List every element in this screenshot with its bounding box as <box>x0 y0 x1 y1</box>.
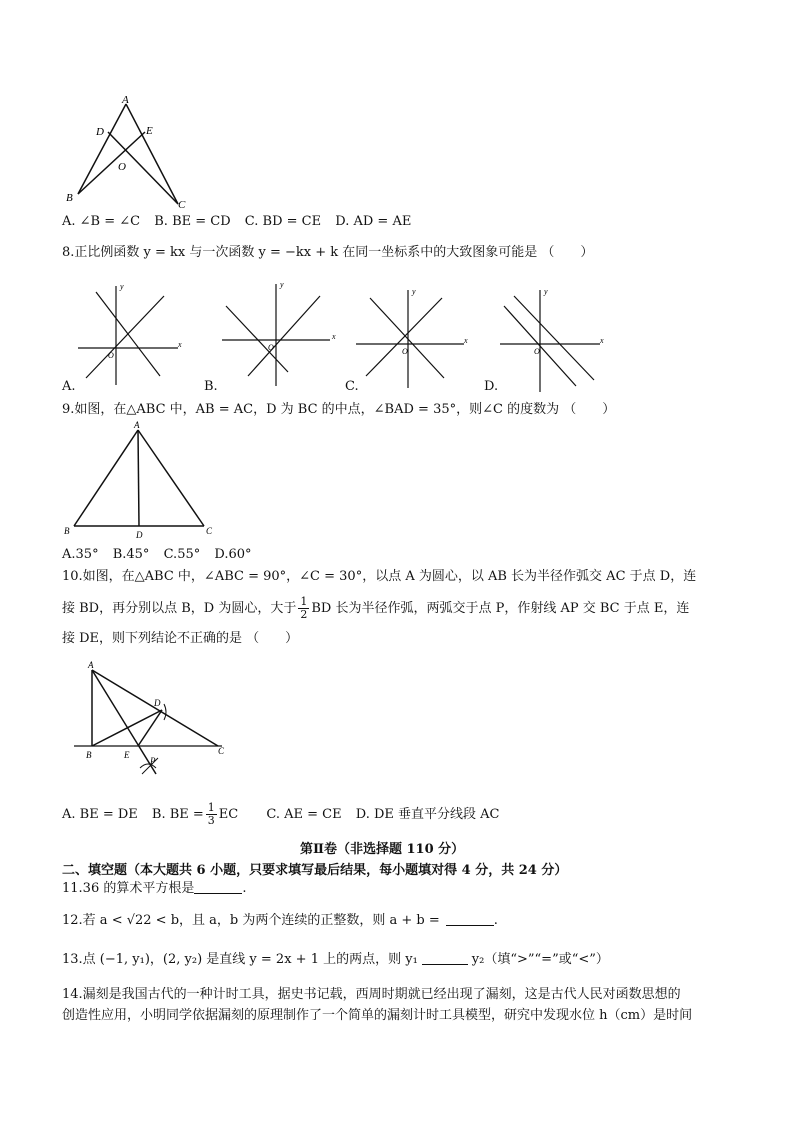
q12-text: 12.若 a < √22 < b，且 a，b 为两个连续的正整数，则 a + b = <box>62 913 440 928</box>
q9-label-b: B <box>64 526 70 536</box>
q10-label-b: B <box>86 750 92 760</box>
q8-graph-b-label: B. <box>204 379 218 394</box>
q7-options <box>62 212 421 232</box>
q7-label-b: B <box>66 192 73 204</box>
q8b-y-label: y <box>280 280 284 289</box>
q7-option-d: D. AD = AE <box>335 214 412 229</box>
q14-line1: 14.漏刻是我国古代的一种计时工具，据史书记载，西周时期就已经出现了漏刻，这是古代人民对函数思想的 <box>62 987 681 1002</box>
q13 <box>62 950 609 970</box>
q8d-origin: O <box>534 347 540 356</box>
q8d-x-label: x <box>600 336 604 345</box>
q9-stem: 9.如图，在△ABC 中，AB = AC，D 为 BC 的中点，∠BAD = 35°，则∠C 的度数为 （ ） <box>62 402 616 417</box>
q11 <box>62 879 247 899</box>
q8a-origin: O <box>108 351 114 360</box>
part2-title: 第Ⅱ卷（非选择题 110 分） <box>300 842 465 857</box>
q10-option-c: C. AE = CE <box>266 807 342 822</box>
q10-fraction-third <box>206 802 217 827</box>
q8c-x-label: x <box>464 336 468 345</box>
q10-fraction-half <box>298 596 309 621</box>
q14-line2: 创造性应用，小明同学依据漏刻的原理制作了一个简单的漏刻计时工具模型，研究中发现水位 h（cm）是时间 <box>62 1008 693 1023</box>
q8b-x-label: x <box>332 332 336 341</box>
q9-label-d: D <box>136 530 143 540</box>
q8a-y-label: y <box>120 282 124 291</box>
q10-line2-part-b: BD 长为半径作弧，两弧交于点 P，作射线 AP 交 BC 于点 E，连 <box>311 601 690 616</box>
q10-label-d: D <box>154 698 161 708</box>
q12-answer-blank[interactable] <box>446 913 494 926</box>
q11-answer-blank[interactable] <box>194 881 242 894</box>
q8d-y-label: y <box>544 287 548 296</box>
q8-graph-b <box>218 278 348 388</box>
q8-graph-a-label: A. <box>62 379 76 394</box>
q9-triangle-diagram <box>62 420 222 544</box>
q13-tail: y₂（填“>”“=”或“<”） <box>471 952 609 967</box>
q8-graph-d <box>496 286 612 394</box>
q8a-x-label: x <box>178 340 182 349</box>
q9-options <box>62 545 262 565</box>
q10-figure <box>72 656 242 780</box>
q10-label-e: E <box>124 750 130 760</box>
q8c-y-label: y <box>412 287 416 296</box>
q8-graph-a <box>78 280 188 388</box>
q10-option-b-text: B. BE = <box>151 807 204 822</box>
q12 <box>62 911 498 931</box>
q10-line1: 10.如图，在△ABC 中，∠ABC = 90°，∠C = 30°，以点 A 为圆心，以 AB 长为半径作弧交 AC 于点 D，连 <box>62 569 697 584</box>
q11-text: 11.36 的算术平方根是 <box>62 881 195 896</box>
q8-graph-c-label: C. <box>345 379 359 394</box>
q8-graph-d-label: D. <box>484 379 499 394</box>
q10-option-b <box>152 800 238 830</box>
q7-label-e: E <box>146 125 153 137</box>
q9-option-a: A.35° <box>62 547 99 562</box>
q10-line2 <box>62 594 689 624</box>
q10-option-a: A. BE = DE <box>62 807 138 822</box>
q10-option-d: D. DE 垂直平分线段 AC <box>355 807 500 822</box>
q7-figure <box>60 92 200 210</box>
q9-option-c: C.55° <box>163 547 201 562</box>
q7-option-b: B. BE = CD <box>154 214 231 229</box>
q7-label-c: C <box>178 199 186 210</box>
q10-frac-num: 1 <box>300 595 308 608</box>
q8b-origin: O <box>268 343 274 352</box>
q10-label-p: P <box>150 756 156 766</box>
q10-construction-diagram <box>72 656 242 780</box>
q12-end: . <box>493 913 498 928</box>
q10-line3: 接 DE，则下列结论不正确的是 （ ） <box>62 631 299 646</box>
q8-graph-c <box>356 286 472 390</box>
q9-label-c: C <box>206 526 213 536</box>
q8c-origin: O <box>402 347 408 356</box>
q7-option-a: A. ∠B = ∠C <box>62 214 141 229</box>
q7-triangle-diagram <box>60 92 200 210</box>
q13-text: 13.点 (−1, y₁)，(2, y₂) 是直线 y = 2x + 1 上的两点，则 y₁ <box>62 952 418 967</box>
q7-label-o: O <box>118 161 126 173</box>
q10-label-a: A <box>88 660 94 670</box>
q9-figure <box>62 420 222 544</box>
q9-label-a: A <box>134 420 140 430</box>
q7-label-a: A <box>122 94 129 106</box>
q10-optb-den: 3 <box>207 814 215 827</box>
q11-end: . <box>242 881 247 896</box>
q10-option-b-tail: EC <box>218 807 239 822</box>
q10-optb-num: 1 <box>207 801 215 814</box>
q10-label-c: C <box>218 746 225 756</box>
section-fill-in-header: 二、填空题（本大题共 6 小题，只要求填写最后结果，每小题填对得 4 分，共 24 分） <box>62 863 568 878</box>
q8-stem: 8.正比例函数 y = kx 与一次函数 y = −kx + k 在同一坐标系中的大致图象可能是 （ ） <box>62 245 594 260</box>
q9-option-b: B.45° <box>112 547 150 562</box>
q7-label-d: D <box>96 126 104 138</box>
q10-frac-den: 2 <box>300 608 308 621</box>
q9-option-d: D.60° <box>214 547 252 562</box>
q10-line2-part-a: 接 BD，再分别以点 B，D 为圆心，大于 <box>62 601 297 616</box>
q13-answer-blank[interactable] <box>422 952 468 965</box>
q7-option-c: C. BD = CE <box>244 214 322 229</box>
q10-options <box>62 800 510 830</box>
